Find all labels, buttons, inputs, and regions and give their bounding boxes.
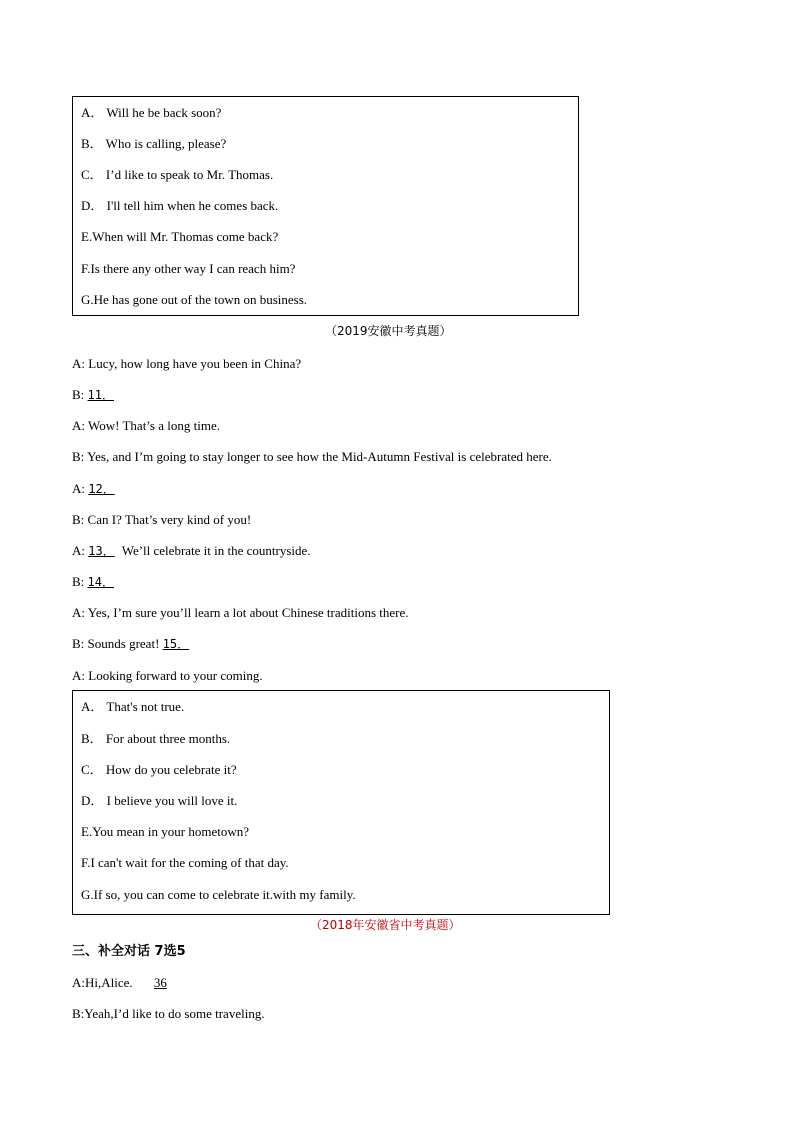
option-d: D． I'll tell him when he comes back. bbox=[81, 198, 279, 213]
option-c: C． I’d like to speak to Mr. Thomas. bbox=[81, 167, 274, 182]
speaker: B: bbox=[72, 387, 85, 402]
option-d: D． I believe you will love it. bbox=[81, 793, 238, 808]
dialogue-line bbox=[72, 543, 311, 559]
answer-blank-11[interactable]: 11． bbox=[87, 388, 114, 402]
dialogue-line bbox=[72, 449, 552, 465]
dialogue-line bbox=[72, 668, 263, 684]
option-a: A． That's not true. bbox=[81, 699, 185, 714]
option-g: G.He has gone out of the town on business. bbox=[81, 292, 308, 307]
option-g: G.If so, you can come to celebrate it.with my family. bbox=[81, 887, 356, 902]
line-text: Looking forward to your coming. bbox=[88, 668, 263, 683]
answer-blank-14[interactable]: 14． bbox=[87, 575, 114, 589]
source-note-1: （2019安徽中考真题） bbox=[325, 324, 452, 338]
section-heading: 三、补全对话 7选5 bbox=[72, 944, 186, 959]
dialogue-line bbox=[72, 975, 185, 991]
answer-blank-15[interactable]: 15． bbox=[162, 637, 190, 651]
speaker: A: bbox=[72, 481, 85, 496]
option-f: F.Is there any other way I can reach him? bbox=[81, 261, 296, 276]
line-text: Can I? That’s very kind of you! bbox=[87, 512, 252, 527]
speaker: B: bbox=[72, 574, 85, 589]
line-text: Yes, I’m sure you’ll learn a lot about Chinese traditions there. bbox=[87, 605, 409, 620]
dialogue-line bbox=[72, 574, 118, 590]
speaker: A: bbox=[72, 668, 85, 683]
line-text: Sounds great! bbox=[87, 636, 160, 651]
line-text: Wow! That’s a long time. bbox=[88, 418, 220, 433]
options-box-2 bbox=[72, 690, 610, 915]
answer-blank-13[interactable]: 13． bbox=[88, 544, 115, 558]
option-f: F.I can't wait for the coming of that day. bbox=[81, 855, 289, 870]
speaker: A: bbox=[72, 356, 85, 371]
dialogue-line bbox=[72, 387, 118, 403]
speaker: B: bbox=[72, 449, 85, 464]
line-text: Lucy, how long have you been in China? bbox=[88, 356, 302, 371]
line-text: We’ll celebrate it in the countryside. bbox=[121, 543, 311, 558]
speaker: A: bbox=[72, 418, 85, 433]
option-e: E.You mean in your hometown? bbox=[81, 824, 250, 839]
dialogue-line bbox=[72, 356, 301, 372]
speaker: A: bbox=[72, 605, 85, 620]
dialogue-line bbox=[72, 605, 409, 621]
dialogue-line bbox=[72, 418, 220, 434]
line-text: Yes, and I’m going to stay longer to see how the Mid-Autumn Festival is celebrated here. bbox=[87, 449, 552, 464]
option-c: C． How do you celebrate it? bbox=[81, 762, 237, 777]
option-a: A． Will he be back soon? bbox=[81, 105, 222, 120]
dialogue-line bbox=[72, 512, 251, 528]
option-b: B． For about three months. bbox=[81, 731, 231, 746]
answer-blank-12[interactable]: 12． bbox=[88, 482, 115, 496]
dialogue-line bbox=[72, 481, 119, 497]
option-e: E.When will Mr. Thomas come back? bbox=[81, 229, 279, 244]
speaker: B: bbox=[72, 636, 85, 651]
speaker: A: bbox=[72, 543, 85, 558]
options-box-1 bbox=[72, 96, 579, 316]
source-note-2: （2018年安徽省中考真题） bbox=[310, 918, 461, 932]
line-text: A:Hi,Alice. bbox=[72, 975, 133, 990]
answer-blank-36[interactable]: 36 bbox=[153, 975, 167, 990]
dialogue-line: B:Yeah,I’d like to do some traveling. bbox=[72, 1006, 265, 1021]
dialogue-line bbox=[72, 636, 193, 652]
option-b: B． Who is calling, please? bbox=[81, 136, 227, 151]
speaker: B: bbox=[72, 512, 85, 527]
